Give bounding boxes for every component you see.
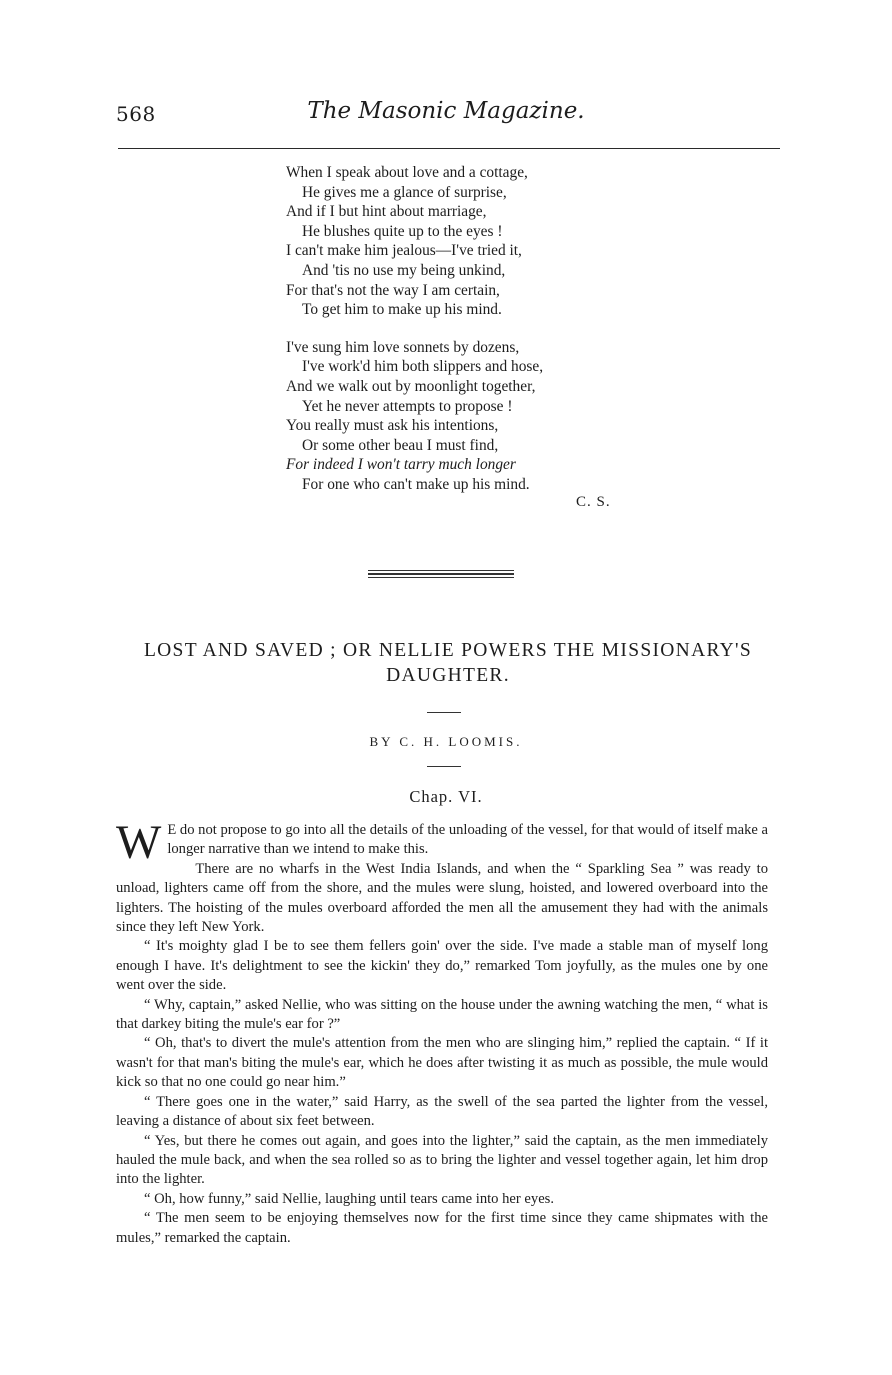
poem-line: Yet he never attempts to propose !	[302, 397, 513, 415]
paragraph-text: E do not propose to go into all the details of the unloading of the vessel, for that would of itself make a longer narrative than we intend to make this.	[167, 822, 768, 858]
drop-cap: W	[116, 816, 162, 869]
paragraph: “ It's moighty glad I be to see them fellers goin' over the side. I've made a stable man of myself long enough I have. It's delightment to see the kickin' they do,” remarked Tom joyfully, as the mules one by one went over the side.	[116, 938, 768, 994]
poem-stanza-1	[286, 163, 646, 320]
poem-signature: C. S.	[576, 494, 611, 510]
poem-line: When I speak about love and a cottage,	[286, 164, 528, 181]
paragraph: “ Oh, how funny,” said Nellie, laughing until tears came into her eyes.	[144, 1190, 554, 1207]
byline-rule	[427, 766, 461, 767]
poem-line: I've sung him love sonnets by dozens,	[286, 338, 520, 356]
poem-line: And we walk out by moonlight together,	[286, 377, 536, 395]
story-byline: BY C. H. LOOMIS.	[369, 734, 523, 749]
poem-line: And 'tis no use my being unkind,	[302, 261, 506, 279]
story-title: LOST AND SAVED ; OR NELLIE POWERS THE MISSIONARY'S DAUGHTER.	[143, 640, 753, 686]
paragraph: “ Oh, that's to divert the mule's attention from the men who are slinging him,” replied the captain. “ If it wasn't for that man's biting the mule's ear, which he does after twisting it as much as possible, the mule would kick so that no one could go near him.”	[116, 1035, 768, 1091]
paragraph	[116, 816, 768, 869]
divider-rule	[368, 573, 514, 575]
header-rule	[118, 148, 780, 149]
paragraph: There are no wharfs in the West India Islands, and when the “ Sparkling Sea ” was ready to unload, lighters came off from the shore, and the mules were slung, hoisted, and lowered overboard into the lighters. The hoisting of the mules overboard afforded the men all the amusement they had with the animals since they left New York.	[116, 860, 768, 936]
running-title: The Masonic Magazine.	[307, 98, 585, 124]
poem-stanza-2	[286, 338, 646, 495]
paragraph: “ There goes one in the water,” said Harry, as the swell of the sea parted the lighter from the vessel, leaving a distance of about six feet between.	[116, 1093, 768, 1130]
divider-rule	[368, 570, 514, 571]
paragraph: “ The men seem to be enjoying themselves now for the first time since they came shipmates with the mules,” remarked the captain.	[116, 1210, 768, 1246]
poem-line: I can't make him jealous—I've tried it,	[286, 242, 522, 260]
poem-line: Or some other beau I must find,	[302, 436, 499, 454]
section-divider	[368, 570, 514, 578]
paragraph: “ Why, captain,” asked Nellie, who was sitting on the house under the awning watching the men, “ what is that darkey biting the mule's ear for ?”	[116, 996, 768, 1033]
title-rule	[427, 712, 461, 713]
poem-line: For one who can't make up his mind.	[302, 475, 530, 493]
poem-line: For that's not the way I am certain,	[286, 281, 500, 299]
story-body	[116, 816, 768, 1248]
paragraph: “ Yes, but there he comes out again, and goes into the lighter,” said the captain, as the men immediately hauled the mule back, and when the sea rolled so as to bring the lighter and vessel together again, let him drop into the lighter.	[116, 1132, 768, 1188]
poem-line: To get him to make up his mind.	[302, 301, 502, 319]
poem-line: He blushes quite up to the eyes !	[302, 222, 503, 240]
poem-line: I've work'd him both slippers and hose,	[302, 358, 544, 376]
poem-line: And if I but hint about marriage,	[286, 203, 487, 221]
page-number: 568	[116, 102, 156, 126]
poem	[286, 163, 646, 513]
poem-line: You really must ask his intentions,	[286, 417, 499, 435]
divider-rule	[368, 577, 514, 578]
chapter-heading: Chap. VI.	[409, 787, 483, 806]
poem-line: For indeed I won't tarry much longer	[286, 456, 516, 474]
poem-line: He gives me a glance of surprise,	[302, 183, 507, 201]
